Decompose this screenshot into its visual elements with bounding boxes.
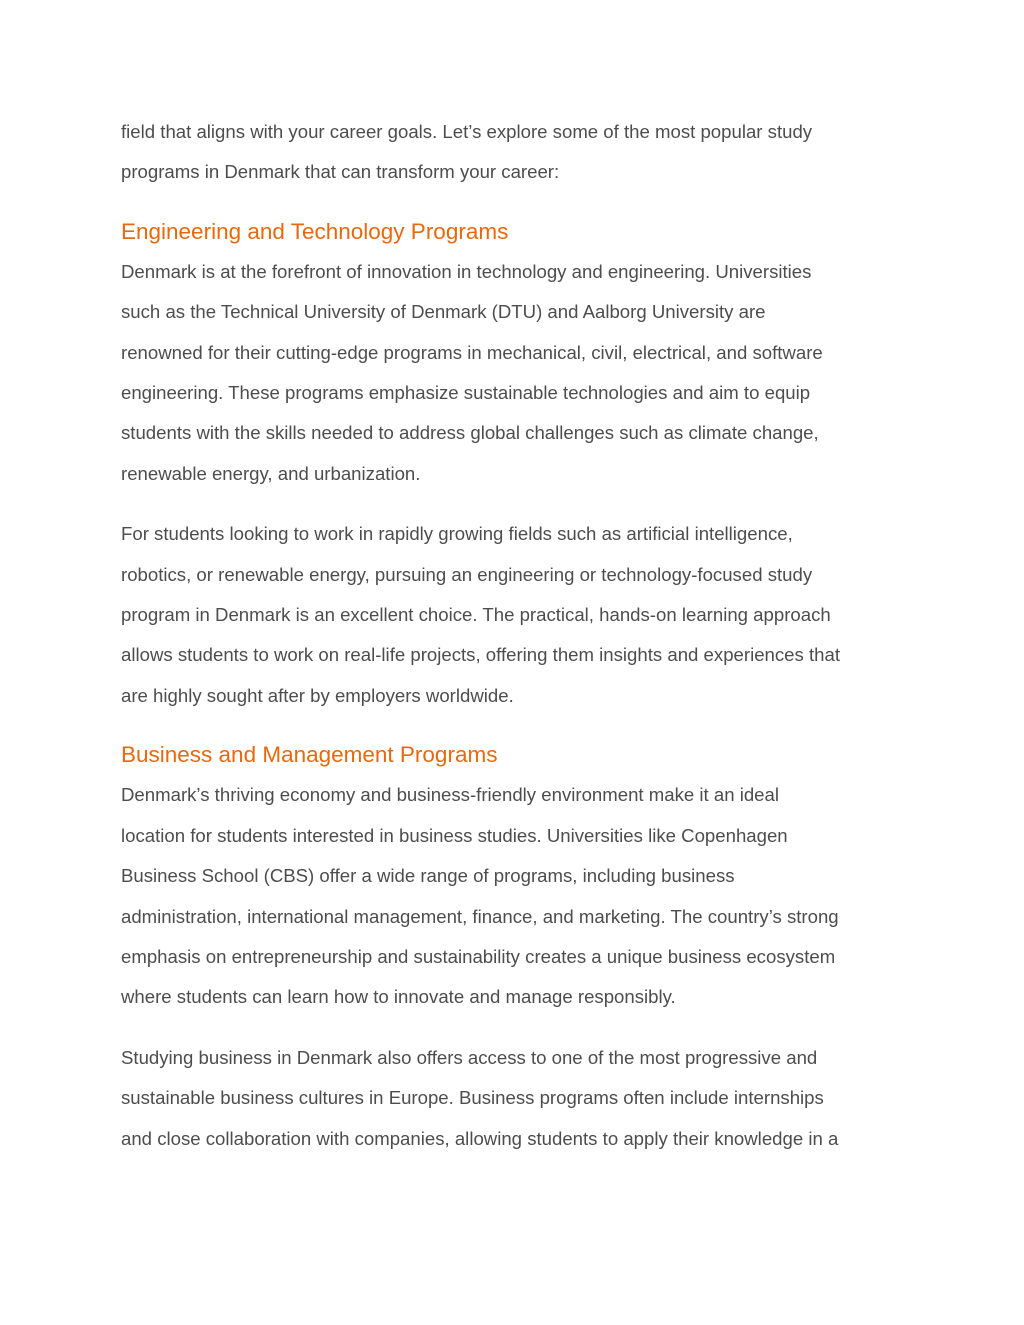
- document-page: [121, 112, 911, 1159]
- section-heading: Business and Management Programs: [121, 742, 498, 768]
- text-line: engineering. These programs emphasize sustainable technologies and aim to equip: [121, 382, 811, 404]
- intro-paragraph: [121, 112, 911, 193]
- text-line: Denmark is at the forefront of innovation in technology and engineering. Universities: [121, 260, 812, 282]
- text-line: Studying business in Denmark also offers access to one of the most progressive and: [121, 1046, 818, 1068]
- text-line: For students looking to work in rapidly growing fields such as artificial intelligence,: [121, 523, 793, 545]
- section-heading: Engineering and Technology Programs: [121, 218, 509, 244]
- text-line: such as the Technical University of Denmark (DTU) and Aalborg University are: [121, 301, 766, 323]
- text-line: where students can learn how to innovate and manage responsibly.: [121, 986, 676, 1008]
- text-line: administration, international management, finance, and marketing. The country’s strong: [121, 905, 839, 927]
- text-line: and close collaboration with companies, allowing students to apply their knowledge in a: [121, 1127, 839, 1149]
- paragraph: [121, 514, 911, 716]
- paragraph: [121, 775, 911, 1017]
- text-line: emphasis on entrepreneurship and sustainability creates a unique business ecosystem: [121, 945, 836, 967]
- text-line: Business School (CBS) offer a wide range of programs, including business: [121, 865, 735, 887]
- text-line: renowned for their cutting-edge programs in mechanical, civil, electrical, and software: [121, 341, 823, 363]
- text-line: sustainable business cultures in Europe. Business programs often include internships: [121, 1087, 824, 1109]
- paragraph: [121, 1038, 911, 1159]
- text-line: location for students interested in business studies. Universities like Copenhagen: [121, 824, 788, 846]
- text-line: robotics, or renewable energy, pursuing an engineering or technology-focused study: [121, 563, 813, 585]
- section-business: [121, 735, 911, 1159]
- section-engineering: [121, 212, 911, 716]
- text-line: programs in Denmark that can transform your career:: [121, 161, 560, 183]
- text-line: program in Denmark is an excellent choice. The practical, hands-on learning approach: [121, 604, 831, 626]
- text-line: are highly sought after by employers worldwide.: [121, 684, 514, 706]
- text-line: field that aligns with your career goals. Let’s explore some of the most popular study: [121, 121, 813, 142]
- text-line: allows students to work on real-life projects, offering them insights and experiences that: [121, 644, 840, 666]
- text-line: students with the skills needed to address global challenges such as climate change,: [121, 422, 819, 444]
- text-line: Denmark’s thriving economy and business-friendly environment make it an ideal: [121, 784, 779, 806]
- text-line: renewable energy, and urbanization.: [121, 462, 421, 484]
- paragraph: [121, 252, 911, 494]
